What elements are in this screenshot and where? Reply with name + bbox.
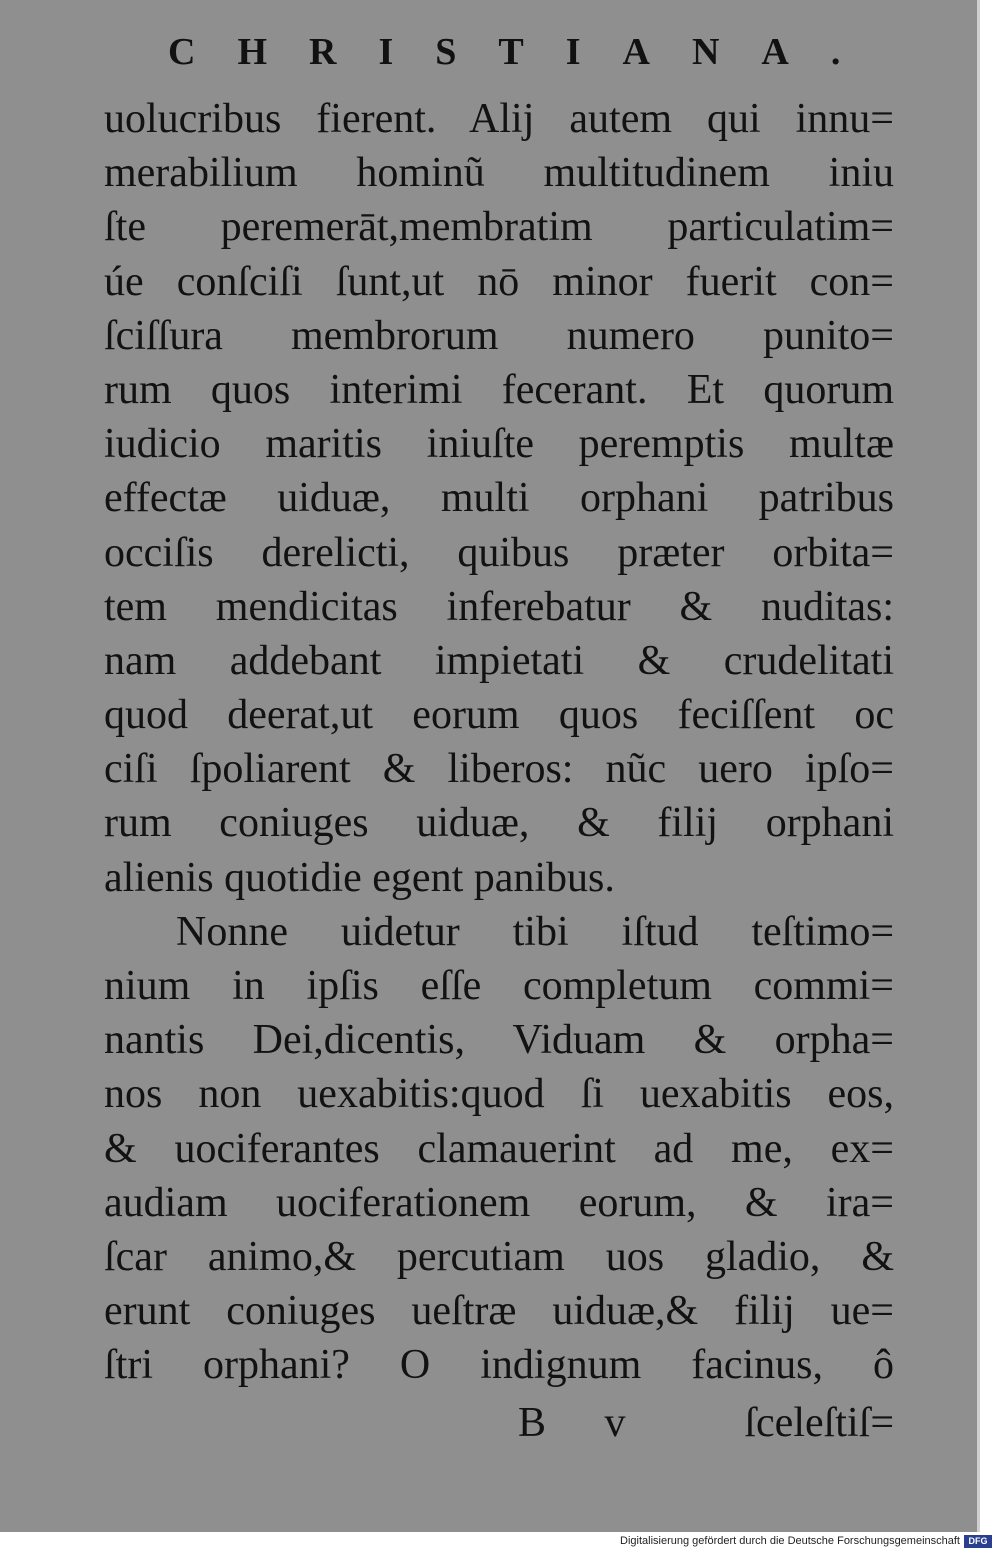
- text-line: tem mendicitas inferebatur & nuditas:: [104, 583, 894, 630]
- text-line: merabilium hominũ multitudinem iniu: [104, 150, 894, 197]
- page-edge: [977, 0, 980, 1532]
- text-line-indented: Nonne uidetur tibi iſtud teſtimo=: [176, 908, 894, 955]
- text-line: & uociferantes clamauerint ad me, ex=: [104, 1125, 894, 1172]
- footer-bar: [0, 1532, 1000, 1552]
- text-line: rum coniuges uiduæ, & filij orphani: [104, 800, 894, 847]
- text-line: quod deerat,ut eorum quos feciſſent oc: [104, 692, 894, 739]
- text-line: ſtri orphani? O indignum facinus, ô: [104, 1342, 894, 1389]
- text-line: nam addebant impietati & crudelitati: [104, 637, 894, 684]
- text-line: ſciſſura membrorum numero punito=: [104, 312, 894, 359]
- text-line: rum quos interimi fecerant. Et quorum: [104, 366, 894, 413]
- catchword: ſceleſtiſ=: [744, 1400, 894, 1446]
- dfg-logo: DFG: [964, 1535, 992, 1548]
- signature-mark: B v: [518, 1400, 650, 1446]
- text-line: úe conſciſi ſunt,ut nō minor fuerit con=: [104, 258, 894, 305]
- text-line: erunt coniuges ueſtræ uiduæ,& filij ue=: [104, 1288, 894, 1335]
- signature-line: [104, 1396, 894, 1450]
- funding-credit: Digitalisierung gefördert durch die Deutsche Forschungsgemeinschaft: [620, 1535, 960, 1547]
- text-line: occiſis derelicti, quibus præter orbita=: [104, 529, 894, 576]
- text-line: ciſi ſpoliarent & liberos: nũc uero ipſo=: [104, 746, 894, 793]
- text-line: iudicio maritis iniuſte peremptis multæ: [104, 421, 894, 468]
- body-text: [104, 92, 894, 1393]
- text-line: ſcar animo,& percutiam uos gladio, &: [104, 1233, 894, 1280]
- running-head: CHRISTIANA.: [168, 31, 883, 73]
- text-line: nantis Dei,dicentis, Viduam & orpha=: [104, 1017, 894, 1064]
- text-line: uolucribus fierent. Alij autem qui innu=: [104, 96, 894, 142]
- text-line: ſte peremerāt,membratim particulatim=: [104, 204, 894, 251]
- text-line: nos non uexabitis:quod ſi uexabitis eos,: [104, 1071, 894, 1118]
- text-line: alienis quotidie egent panibus.: [104, 854, 615, 901]
- text-line: effectæ uiduæ, multi orphani patribus: [104, 475, 894, 522]
- text-line: audiam uociferationem eorum, & ira=: [104, 1179, 894, 1226]
- text-line: nium in ipſis eſſe completum commi=: [104, 963, 894, 1009]
